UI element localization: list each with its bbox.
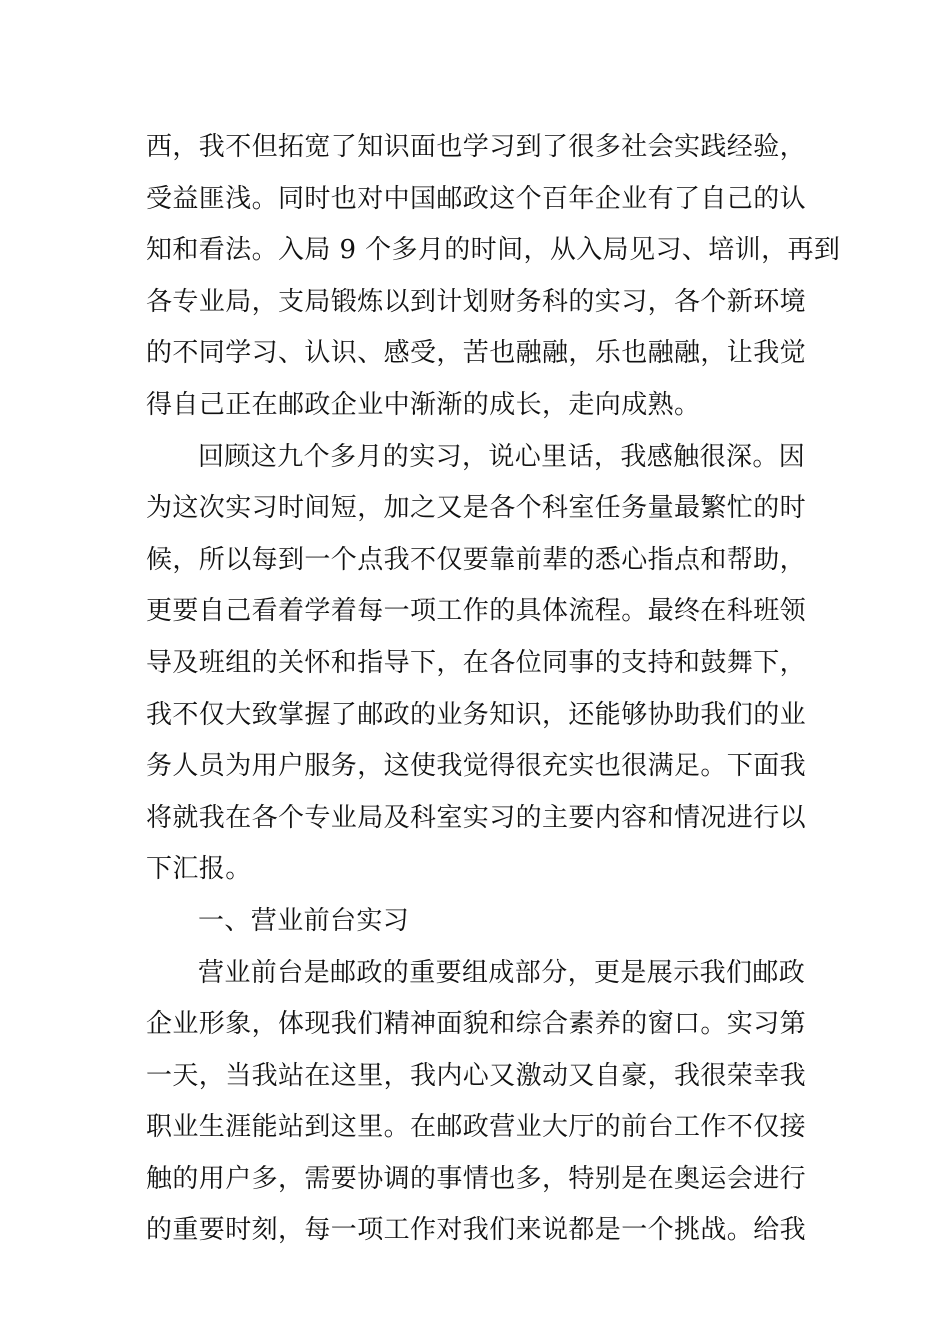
text-line: 务人员为用户服务，这使我觉得很充实也很满足。下面我 [146,751,807,782]
text-line: 触的用户多，需要协调的事情也多，特别是在奥运会进行 [146,1163,807,1194]
text-line: 知和看法。入局 9 个多月的时间，从入局见习、培训，再到 [146,235,841,266]
text-line: 导及班组的关怀和指导下，在各位同事的支持和鼓舞下， [146,647,807,678]
text-line: 受益匪浅。同时也对中国邮政这个百年企业有了自己的认 [146,183,807,214]
text-line: 西，我不但拓宽了知识面也学习到了很多社会实践经验， [146,132,807,162]
text-line: 候，所以每到一个点我不仅要靠前辈的悉心指点和帮助， [146,544,807,575]
section-heading: 一、营业前台实习 [198,905,410,936]
text-line: 各专业局，支局锻炼以到计划财务科的实习，各个新环境 [146,286,807,317]
text-line: 我不仅大致掌握了邮政的业务知识，还能够协助我们的业 [146,699,807,730]
text-line: 的重要时刻，每一项工作对我们来说都是一个挑战。给我 [146,1215,807,1246]
text-line: 为这次实习时间短，加之又是各个科室任务量最繁忙的时 [146,493,807,524]
text-line: 将就我在各个专业局及科室实习的主要内容和情况进行以 [146,802,807,833]
paragraph-start-line: 营业前台是邮政的重要组成部分，更是展示我们邮政 [198,957,806,988]
text-line: 的不同学习、认识、感受，苦也融融，乐也融融，让我觉 [146,338,807,369]
body-text [146,122,841,1257]
text-line: 更要自己看着学着每一项工作的具体流程。最终在科班领 [146,596,807,627]
text-line: 一天，当我站在这里，我内心又激动又自豪，我很荣幸我 [146,1060,807,1091]
text-line: 企业形象，体现我们精神面貌和综合素养的窗口。实习第 [146,1009,807,1040]
text-line: 职业生涯能站到这里。在邮政营业大厅的前台工作不仅接 [146,1112,807,1143]
paragraph-start-line: 回顾这九个多月的实习，说心里话，我感触很深。因 [198,441,806,472]
text-line: 得自己正在邮政企业中渐渐的成长，走向成熟。 [146,389,701,420]
text-line: 下汇报。 [146,854,252,885]
